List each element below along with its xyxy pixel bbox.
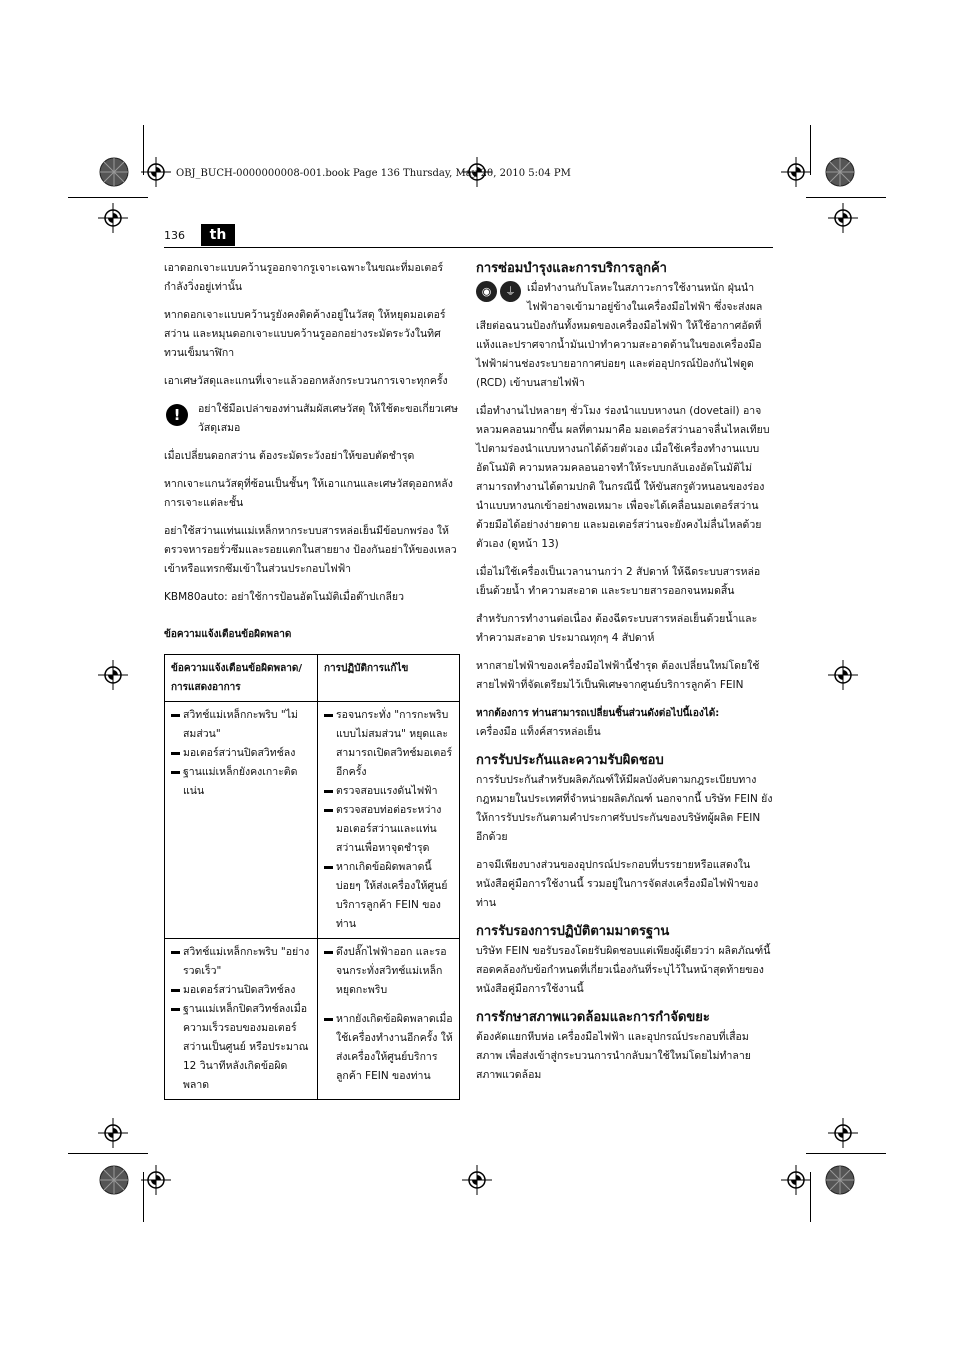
registration-target-icon	[462, 1165, 492, 1195]
list-item: หากเกิดข้อผิดพลาดนี้บ่อยๆ ให้ส่งเครื่องให้ศูนย์บริการลูกค้า FEIN ของท่าน	[324, 858, 453, 934]
paragraph: เมื่อเปลี่ยนดอกสว่าน ต้องระมัดระวังอย่าให้ขอบตัดชำรุด	[164, 450, 415, 462]
registration-target-icon	[781, 1165, 811, 1195]
list-item: ฐานแม่เหล็กปิดสวิทช์ลงเมื่อความเร็วรอบของมอเตอร์สว่านเป็นศูนย์ หรือประมาณ 12 วินาทีหลังเกิดข้อผิดพลาด	[171, 1000, 311, 1095]
registration-target-icon	[98, 1118, 128, 1148]
goggles-icon: ◉	[476, 281, 497, 302]
section-title-environment: การรักษาสภาพแวดล้อมและการกำจัดขยะ	[476, 1010, 710, 1025]
registration-target-icon	[98, 660, 128, 690]
registration-target-icon	[828, 660, 858, 690]
warning-icon: !	[166, 404, 188, 426]
table-cell	[165, 939, 318, 1100]
trim-line	[806, 197, 886, 198]
left-column	[164, 259, 460, 1100]
error-table	[164, 654, 460, 1100]
plug-icon: ⏚	[500, 281, 521, 302]
parts-heading: หากต้องการ ท่านสามารถเปลี่ยนชิ้นส่วนดังต่อไปนี้เองได้:	[476, 708, 720, 719]
trim-line	[68, 1153, 148, 1154]
paragraph	[476, 704, 773, 742]
warning-text: อย่าใช้มือเปล่าของท่านสัมผัสเศษวัสดุ ให้ใช้ตะขอเกี่ยวเศษวัสดุเสมอ	[198, 403, 458, 434]
paragraph: การรับประกันสำหรับผลิตภัณฑ์ให้มีผลบังคับตามกฎระเบียบทางกฎหมายในประเทศที่จำหน่ายผลิตภัณฑ์ นอกจากนี้ บริษัท FEIN ยังให้การรับประกันตามคำประกาศรับประกันของบริษัทผู้ผลิต FEIN อีกด้วย	[476, 774, 773, 843]
list-item: ฐานแม่เหล็กยังคงเกาะติดแน่น	[171, 763, 311, 801]
trim-line	[806, 1153, 886, 1154]
registration-target-icon	[828, 1118, 858, 1148]
section-title-conformity: การรับรองการปฏิบัติตามมาตรฐาน	[476, 924, 670, 939]
list-item: ตรวจสอบแรงดันไฟฟ้า	[324, 782, 453, 801]
column-header: ข้อความแจ้งเตือนข้อผิดพลาด/การแสดงอาการ	[165, 655, 318, 702]
list-item: รอจนกระทั่ง "การกะพริบแบบไม่สมส่วน" หยุดและสามารถเปิดสวิทช์มอเตอร์อีกครั้ง	[324, 706, 453, 782]
color-wheel-icon	[825, 1165, 855, 1195]
list-item: มอเตอร์สว่านปิดสวิทช์ลง	[171, 744, 311, 763]
paragraph: สำหรับการทำงานต่อเนื่อง ต้องฉีดระบบสารหล่อเย็นด้วยน้ำและทำความสะอาด ประมาณทุกๆ 4 สัปดาห์	[476, 613, 758, 644]
table-cell	[318, 702, 460, 939]
list-item: มอเตอร์สว่านปิดสวิทช์ลง	[171, 981, 311, 1000]
list-item: สวิทช์แม่เหล็กกะพริบ "ไม่สมส่วน"	[171, 706, 311, 744]
paragraph: เมื่อไม่ใช้เครื่องเป็นเวลานานกว่า 2 สัปดาห์ ให้ฉีดระบบสารหล่อเย็นด้วยน้ำ ทำความสะอาด และระบายสารออกจนหมดสิ้น	[476, 566, 761, 597]
color-wheel-icon	[99, 1165, 129, 1195]
table-header-row	[165, 655, 460, 702]
paragraph: หากดอกเจาะแบบคว้านรูยังคงติดค้างอยู่ในวัสดุ ให้หยุดมอเตอร์สว่าน และหมุนดอกเจาะแบบคว้านรูออกอย่างระมัดระวังในทิศทวนเข็มนาฬิกา	[164, 309, 446, 359]
registration-target-icon	[141, 1165, 171, 1195]
table-title: ข้อความแจ้งเตือนข้อผิดพลาด	[164, 629, 292, 640]
section-title-service: การซ่อมบำรุงและการบริการลูกค้า	[476, 261, 667, 276]
paragraph: อาจมีเพียงบางส่วนของอุปกรณ์ประกอบที่บรรยายหรือแสดงในหนังสือคู่มือการใช้งานนี้ รวมอยู่ในการจัดส่งเครื่องมือไฟฟ้าของท่าน	[476, 859, 759, 909]
column-header: การปฏิบัติการแก้ไข	[318, 655, 460, 702]
table-row	[165, 939, 460, 1100]
warning-note	[164, 400, 460, 438]
paragraph: KBM80auto: อย่าใช้การป้อนอัตโนมัติเมื่อต๊าปเกลียว	[164, 591, 404, 603]
registration-target-icon	[141, 157, 171, 187]
right-column	[476, 259, 773, 1094]
header-divider	[164, 247, 773, 248]
color-wheel-icon	[825, 157, 855, 187]
service-icons	[476, 281, 521, 302]
service-text: เมื่อทำงานกับโลหะในสภาวะการใช้งานหนัก ฝุ่นนำไฟฟ้าอาจเข้ามาอยู่ข้างในเครื่องมือไฟฟ้า ซึ่งจะส่งผลเสียต่อฉนวนป้องกันทั้งหมดของเครื่องมือไฟฟ้า ให้ใช้อากาศอัดที่แห้งและปราศจากน้ำมันเป่าทำความสะอาดด้านในของเครื่องมือไฟฟ้าผ่านช่องระบายอากาศบ่อยๆ และต่ออุปกรณ์ป้องกันไฟดูด (RCD) เข้าบนสายไฟฟ้า	[476, 282, 763, 389]
paragraph: เอาเศษวัสดุและแกนที่เจาะแล้วออกหลังกระบวนการเจาะทุกครั้ง	[164, 375, 448, 387]
print-header: OBJ_BUCH-0000000008-001.book Page 136 Thursday, May 20, 2010 5:04 PM	[176, 168, 571, 179]
parts-text: เครื่องมือ แท็งค์สารหล่อเย็น	[476, 726, 601, 738]
trim-line	[68, 197, 148, 198]
list-item: สวิทช์แม่เหล็กกะพริบ "อย่างรวดเร็ว"	[171, 943, 311, 981]
list-item: หากยังเกิดข้อผิดพลาดเมื่อใช้เครื่องทำงานอีกครั้ง ให้ส่งเครื่องให้ศูนย์บริการลูกค้า FEIN ของท่าน	[324, 1010, 453, 1086]
paragraph: บริษัท FEIN ขอรับรองโดยรับผิดชอบแต่เพียงผู้เดียวว่า ผลิตภัณฑ์นี้สอดคล้องกับข้อกำหนดที่เกี่ยวเนื่องกันที่ระบุไว้ในหน้าสุดท้ายของหนังสือคู่มือการใช้งานนี้	[476, 945, 771, 995]
table-row	[165, 702, 460, 939]
section-title-warranty: การรับประกันและความรับผิดชอบ	[476, 753, 664, 768]
registration-target-icon	[781, 157, 811, 187]
paragraph: หากเจาะแกนวัสดุที่ซ้อนเป็นชั้นๆ ให้เอาแกนและเศษวัสดุออกหลังการเจาะแต่ละชั้น	[164, 478, 453, 509]
paragraph: อย่าใช้สว่านแท่นแม่เหล็กหากระบบสารหล่อเย็นมีข้อบกพร่อง ให้ตรวจหารอยรั่วซึมและรอยแตกในสายยาง ป้องกันอย่าให้ของเหลวเข้าหรือแทรกซึมเข้าในส่วนประกอบไฟฟ้า	[164, 525, 457, 575]
list-item: ดึงปลั๊กไฟฟ้าออก และรอจนกระทั่งสวิทช์แม่เหล็กหยุดกะพริบ	[324, 943, 453, 1000]
table-cell	[318, 939, 460, 1100]
paragraph: เอาดอกเจาะแบบคว้านรูออกจากรูเจาะเฉพาะในขณะที่มอเตอร์กำลังวิ่งอยู่เท่านั้น	[164, 262, 444, 293]
paragraph	[476, 279, 773, 393]
registration-target-icon	[98, 203, 128, 233]
paragraph: ต้องคัดแยกหีบห่อ เครื่องมือไฟฟ้า และอุปกรณ์ประกอบที่เสื่อมสภาพ เพื่อส่งเข้าสู่กระบวนการนำกลับมาใช้ใหม่โดยไม่ทำลายสภาพแวดล้อม	[476, 1031, 751, 1081]
paragraph: เมื่อทำงานไปหลายๆ ชั่วโมง ร่องนำแบบหางนก (dovetail) อาจหลวมคลอนมากขึ้น ผลที่ตามมาคือ มอเตอร์สว่านอาจลื่นไหลเทียบไปตามร่องนำแบบหางนกได้ด้วยตัวเอง เมื่อใช้เครื่องทำงานแบบอัตโนมัติ ความหลวมคลอนอาจทำให้ระบบกลับเองอัตโนมัติไม่สามารถทำงานได้ตามปกติ ในกรณีนี้ ให้ขันสกรูตัวหนอนของร่องนำแบบหางนกเข้าอย่างพอเหมาะ เพื่อจะได้เคลื่อนมอเตอร์สว่านด้วยมือได้อย่างง่ายดาย และมอเตอร์สว่านจะยังคงไม่ลื่นไหลด้วยตัวเอง (ดูหน้า 13)	[476, 405, 770, 550]
color-wheel-icon	[99, 157, 129, 187]
paragraph: หากสายไฟฟ้าของเครื่องมือไฟฟ้านี้ชำรุด ต้องเปลี่ยนใหม่โดยใช้สายไฟฟ้าที่จัดเตรียมไว้เป็นพิเศษจากศูนย์บริการลูกค้า FEIN	[476, 660, 760, 691]
registration-target-icon	[828, 203, 858, 233]
table-cell	[165, 702, 318, 939]
list-item: ตรวจสอบท่อต่อระหว่างมอเตอร์สว่านและแท่นสว่านเพื่อหาจุดชำรุด	[324, 801, 453, 858]
language-badge: th	[201, 224, 235, 246]
page-number: 136	[164, 229, 185, 242]
